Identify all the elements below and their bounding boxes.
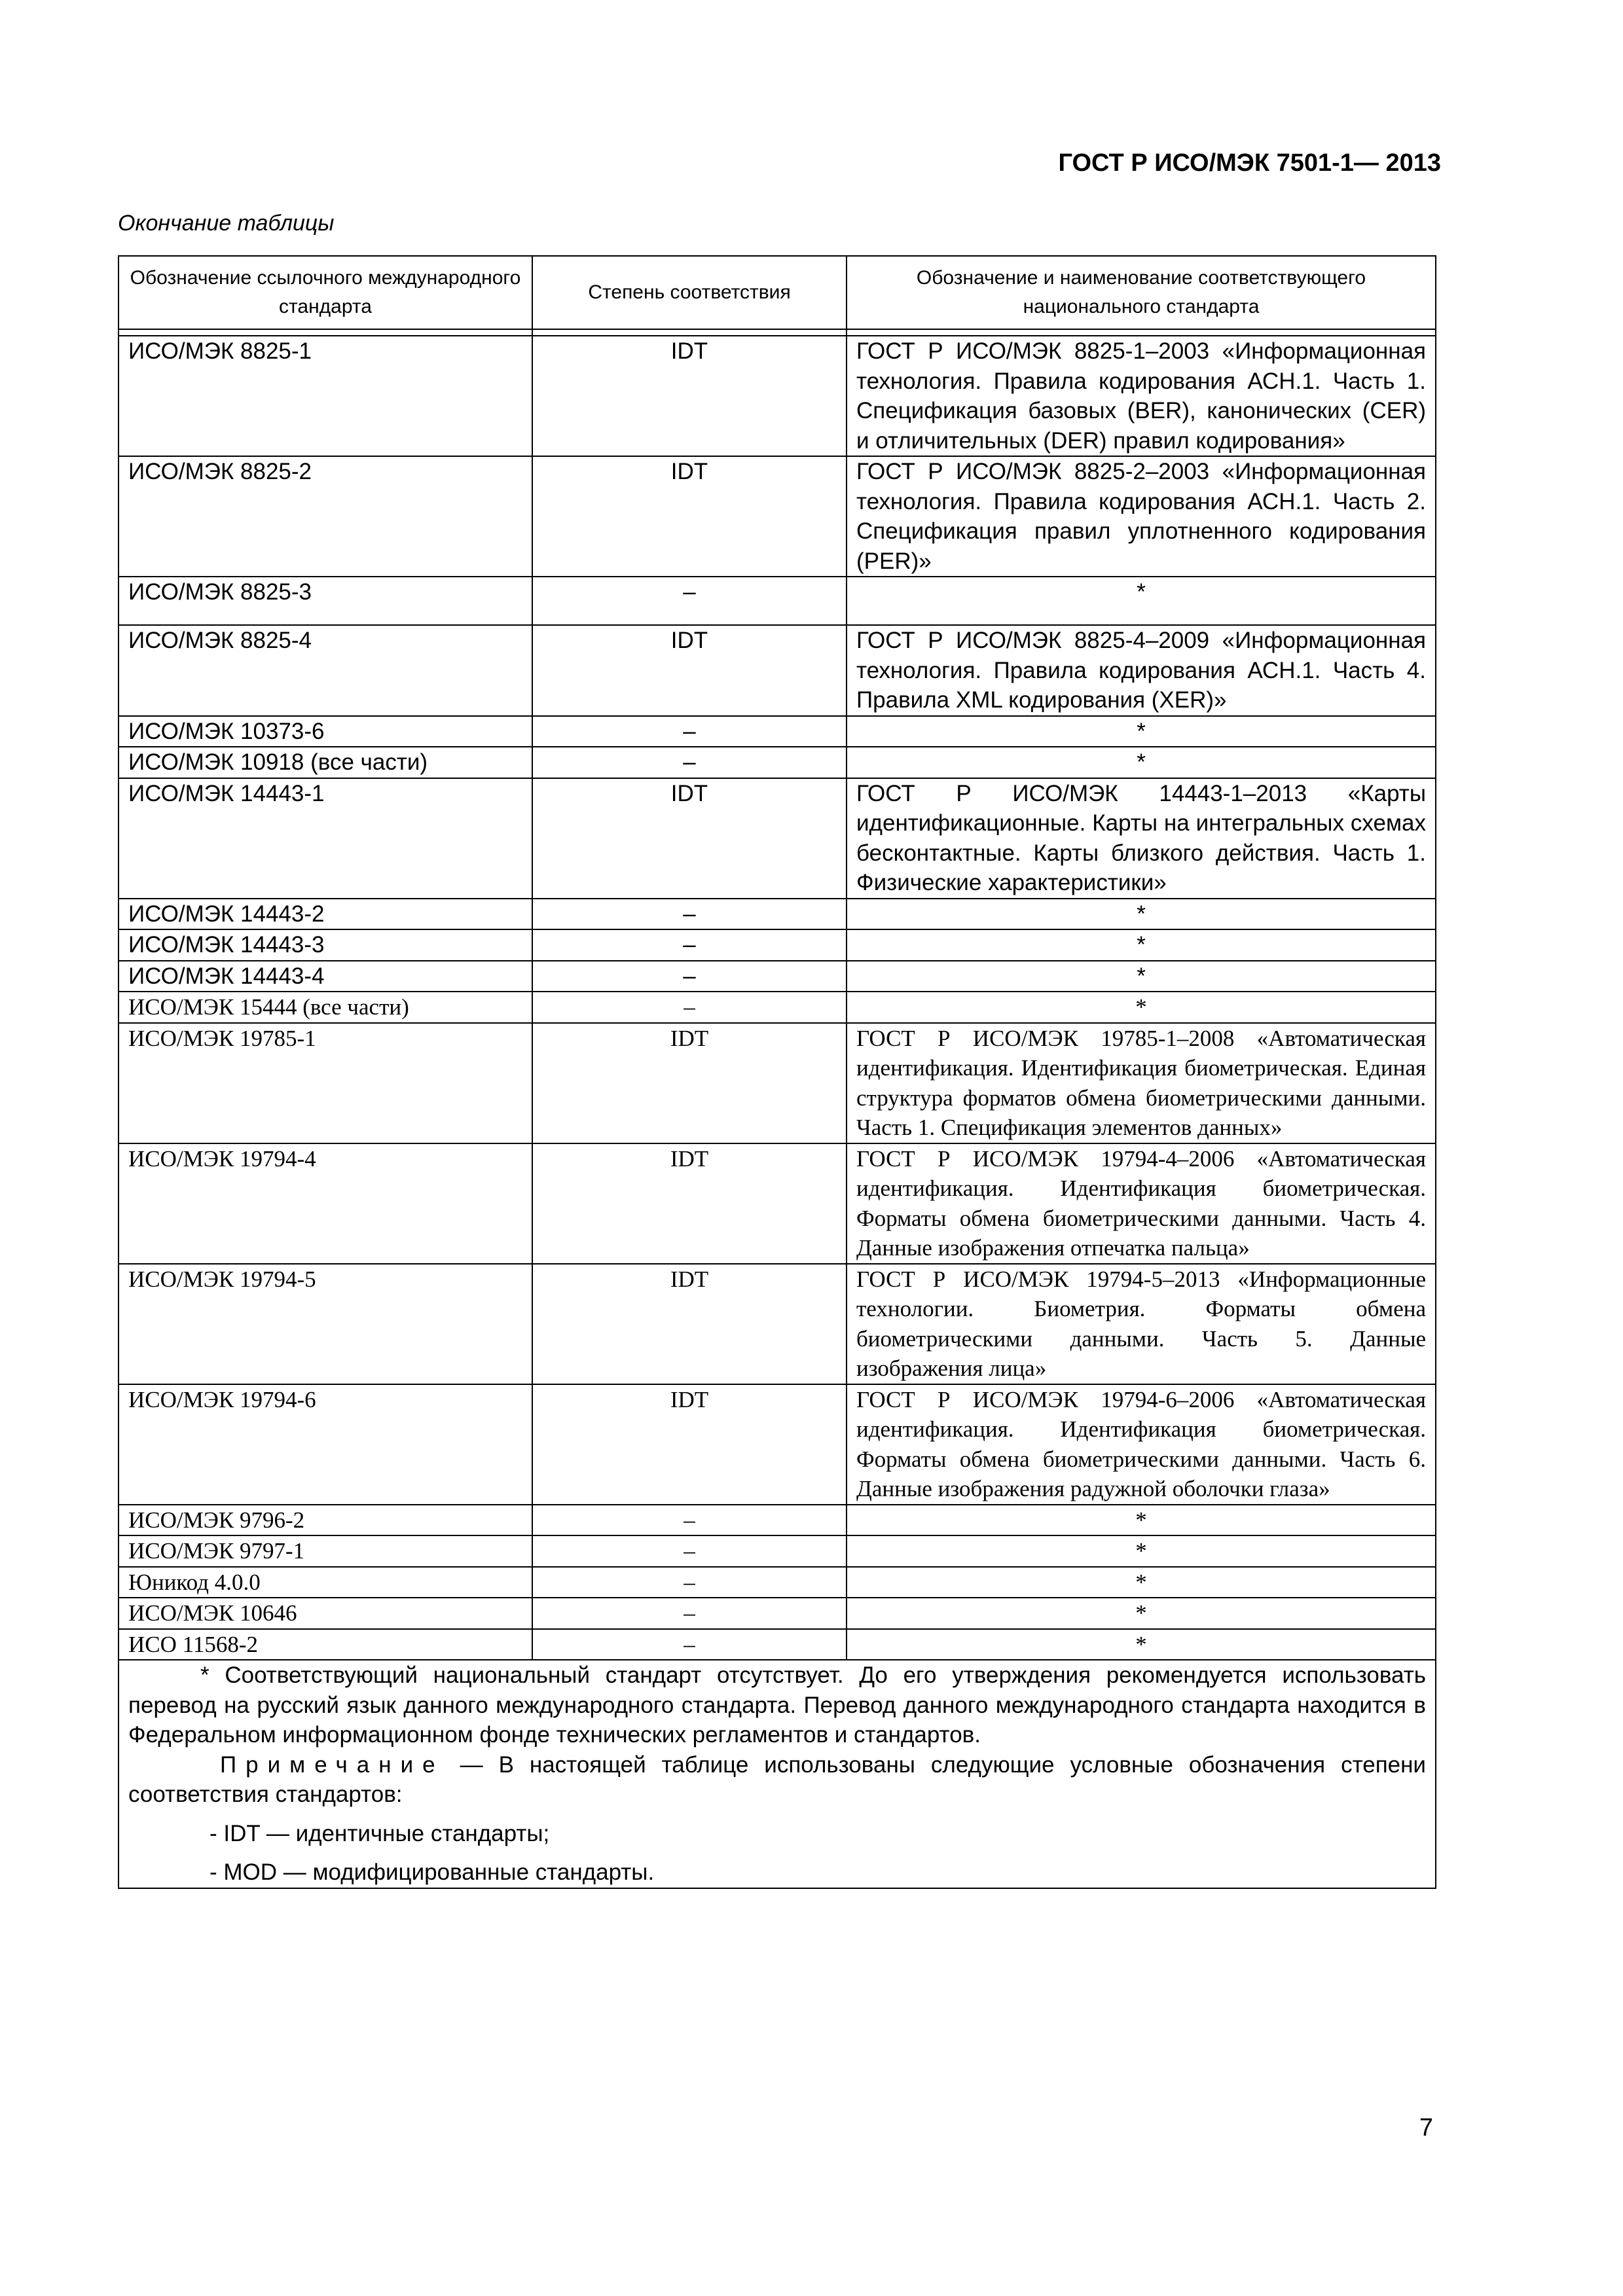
table-row (119, 1384, 1436, 1505)
footnote-row (119, 1660, 1436, 1888)
table-header-row (119, 256, 1436, 329)
degree-cell: – (532, 992, 847, 1023)
note-text: — В настоящей таблице использованы следующие условные обозначения степени соответствия стандартов: (128, 1751, 1426, 1807)
column-header-ref: Обозначение ссылочного международного стандарта (119, 256, 532, 329)
national-cell: * (847, 1567, 1436, 1598)
degree-cell: – (532, 1598, 847, 1629)
table-row (119, 1143, 1436, 1264)
ref-cell: ИСО/МЭК 19794-4 (119, 1143, 532, 1264)
degree-cell: IDT (532, 778, 847, 899)
ref-cell: ИСО/МЭК 15444 (все части) (119, 992, 532, 1023)
table-row (119, 1629, 1436, 1660)
national-cell: * (847, 747, 1436, 778)
degree-cell: – (532, 1629, 847, 1660)
footnote-cell (119, 1660, 1436, 1888)
table-row (119, 929, 1436, 961)
degree-cell: IDT (532, 336, 847, 456)
degree-cell: – (532, 1535, 847, 1567)
table-row (119, 992, 1436, 1023)
note-label: Примечание (220, 1751, 445, 1778)
national-cell: ГОСТ Р ИСО/МЭК 19785-1–2008 «Автоматическая идентификация. Идентификация биометрическая. Единая структура форматов обмена биометрическими данными. Часть 1. Спецификация элементов данных» (847, 1023, 1436, 1143)
legend-item-mod: - MOD — модифицированные стандарты. (210, 1859, 655, 1885)
ref-cell: ИСО/МЭК 14443-4 (119, 961, 532, 992)
degree-cell: – (532, 1505, 847, 1536)
ref-cell: ИСО/МЭК 14443-2 (119, 899, 532, 930)
national-cell: * (847, 716, 1436, 747)
table-row (119, 961, 1436, 992)
ref-cell: ИСО/МЭК 14443-3 (119, 929, 532, 961)
standards-table (118, 255, 1436, 1889)
national-cell: * (847, 899, 1436, 930)
degree-cell: IDT (532, 1023, 847, 1143)
national-cell: ГОСТ Р ИСО/МЭК 19794-5–2013 «Информационные технологии. Биометрия. Форматы обмена биометрическими данными. Часть 5. Данные изображения лица» (847, 1264, 1436, 1384)
page-number: 7 (1419, 2114, 1433, 2142)
column-header-national: Обозначение и наименование соответствующего национального стандарта (847, 256, 1436, 329)
degree-cell: IDT (532, 1264, 847, 1384)
table-row (119, 747, 1436, 778)
national-cell: ГОСТ Р ИСО/МЭК 19794-4–2006 «Автоматическая идентификация. Идентификация биометрическая. Форматы обмена биометрическими данными. Часть 4. Данные изображения отпечатка пальца» (847, 1143, 1436, 1264)
ref-cell: ИСО/МЭК 10918 (все части) (119, 747, 532, 778)
table-row (119, 1023, 1436, 1143)
table-row (119, 1264, 1436, 1384)
table-row (119, 1598, 1436, 1629)
table-row (119, 456, 1436, 577)
ref-cell: ИСО/МЭК 9796-2 (119, 1505, 532, 1536)
degree-cell: IDT (532, 625, 847, 716)
ref-cell: ИСО/МЭК 19785-1 (119, 1023, 532, 1143)
table-row (119, 899, 1436, 930)
national-cell: ГОСТ Р ИСО/МЭК 8825-1–2003 «Информационная технология. Правила кодирования АСН.1. Часть 1. Спецификация базовых (BER), канонических (CER) и отличительных (DER) правил кодирования» (847, 336, 1436, 456)
table-row (119, 1535, 1436, 1567)
degree-cell: – (532, 899, 847, 930)
ref-cell: ИСО/МЭК 9797-1 (119, 1535, 532, 1567)
footnote-note (128, 1750, 1426, 1810)
degree-cell: – (532, 577, 847, 625)
national-cell: ГОСТ Р ИСО/МЭК 14443-1–2013 «Карты идентификационные. Карты на интегральных схемах бесконтактные. Карты близкого действия. Часть 1. Физические характеристики» (847, 778, 1436, 899)
table-row (119, 778, 1436, 899)
table-row (119, 336, 1436, 456)
ref-cell: ИСО/МЭК 10646 (119, 1598, 532, 1629)
ref-cell: ИСО/МЭК 8825-4 (119, 625, 532, 716)
national-cell: ГОСТ Р ИСО/МЭК 8825-2–2003 «Информационная технология. Правила кодирования АСН.1. Часть 2. Спецификация правил уплотненного кодирования (PER)» (847, 456, 1436, 577)
degree-cell: IDT (532, 456, 847, 577)
national-cell: * (847, 1629, 1436, 1660)
table-row (119, 716, 1436, 747)
document-code: ГОСТ Р ИСО/МЭК 7501-1— 2013 (1058, 149, 1441, 177)
degree-cell: IDT (532, 1384, 847, 1505)
degree-cell: – (532, 747, 847, 778)
footnote-star: * Соответствующий национальный стандарт отсутствует. До его утверждения рекомендуется использовать перевод на русский язык данного международного стандарта. Перевод данного международного стандарта находится в Федеральном информационном фонде технических регламентов и стандартов. (128, 1662, 1426, 1748)
national-cell: * (847, 1505, 1436, 1536)
ref-cell: ИСО/МЭК 8825-3 (119, 577, 532, 625)
ref-cell: ИСО/МЭК 8825-2 (119, 456, 532, 577)
degree-cell: – (532, 961, 847, 992)
table-row (119, 625, 1436, 716)
national-cell: * (847, 992, 1436, 1023)
table-row (119, 1567, 1436, 1598)
legend-item-idt: - IDT — идентичные стандарты; (210, 1820, 550, 1846)
ref-cell: ИСО/МЭК 8825-1 (119, 336, 532, 456)
ref-cell: ИСО/МЭК 10373-6 (119, 716, 532, 747)
degree-cell: – (532, 716, 847, 747)
national-cell: ГОСТ Р ИСО/МЭК 19794-6–2006 «Автоматическая идентификация. Идентификация биометрическая. Форматы обмена биометрическими данными. Часть 6. Данные изображения радужной оболочки глаза» (847, 1384, 1436, 1505)
table-caption: Окончание таблицы (118, 211, 335, 236)
ref-cell: ИСО/МЭК 19794-5 (119, 1264, 532, 1384)
ref-cell: ИСО 11568-2 (119, 1629, 532, 1660)
national-cell: * (847, 577, 1436, 625)
national-cell: * (847, 961, 1436, 992)
column-header-degree: Степень соответствия (532, 256, 847, 329)
national-cell: * (847, 1535, 1436, 1567)
degree-cell: – (532, 929, 847, 961)
degree-cell: – (532, 1567, 847, 1598)
national-cell: * (847, 929, 1436, 961)
ref-cell: ИСО/МЭК 19794-6 (119, 1384, 532, 1505)
national-cell: ГОСТ Р ИСО/МЭК 8825-4–2009 «Информационная технология. Правила кодирования АСН.1. Часть 4. Правила XML кодирования (XER)» (847, 625, 1436, 716)
ref-cell: Юникод 4.0.0 (119, 1567, 532, 1598)
national-cell: * (847, 1598, 1436, 1629)
table-row (119, 1505, 1436, 1536)
ref-cell: ИСО/МЭК 14443-1 (119, 778, 532, 899)
degree-cell: IDT (532, 1143, 847, 1264)
table-row (119, 577, 1436, 625)
